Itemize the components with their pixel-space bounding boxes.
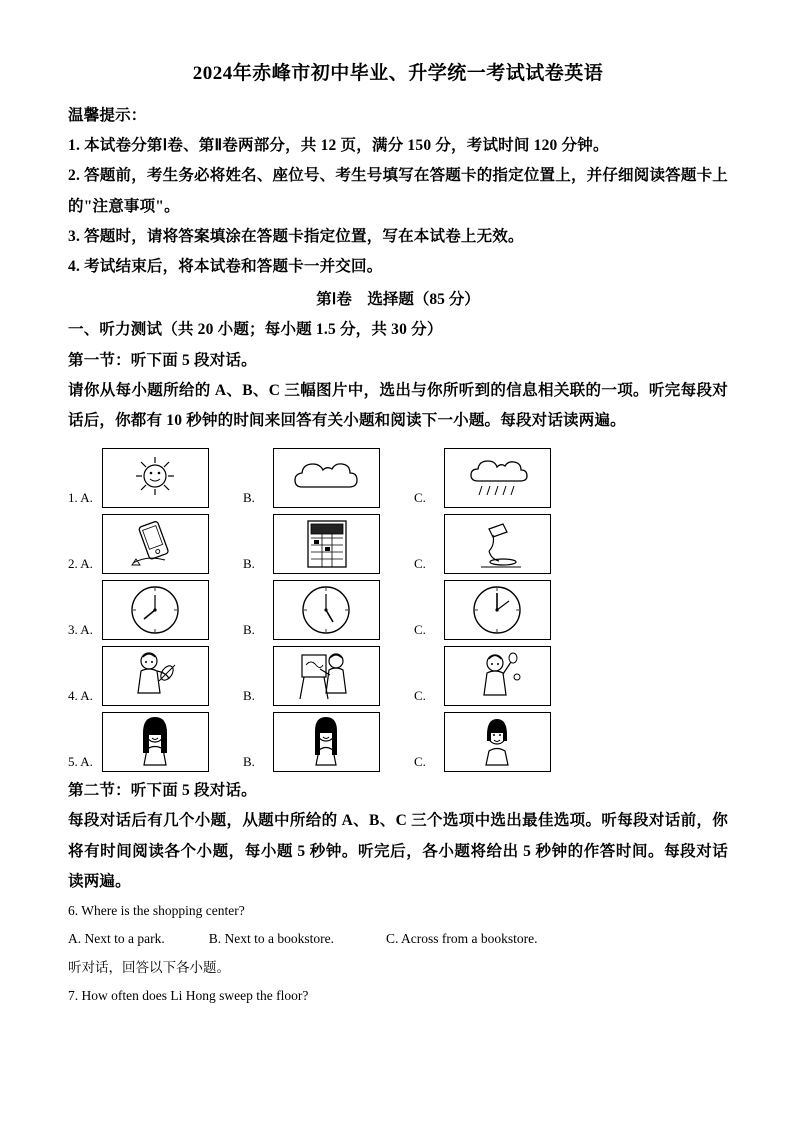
tip-item-4: 4. 考试结束后，将本试卷和答题卡一并交回。 <box>68 258 383 276</box>
tips-heading: 温馨提示： <box>68 107 147 124</box>
part-one-heading: 第Ⅰ卷 选择题（85 分） <box>316 291 480 309</box>
violin-player-icon <box>102 646 209 706</box>
question-5-label-a: 5. A. <box>68 754 93 770</box>
question-1-label-a: 1. A. <box>68 490 93 506</box>
question-4-label-b: B. <box>243 688 255 704</box>
question-6-option-a[interactable]: A. Next to a park. <box>68 931 165 947</box>
cloud-icon <box>273 448 380 508</box>
question-6-option-c[interactable]: C. Across from a bookstore. <box>385 931 538 947</box>
question-1-label-c: C. <box>414 490 426 506</box>
badminton-player-icon <box>444 646 551 706</box>
question-1-label-b: B. <box>243 490 255 506</box>
question-5-label-b: B. <box>243 754 255 770</box>
question-6-option-b[interactable]: B. Next to a bookstore. <box>208 931 334 947</box>
tip-item-2: 2. 答题前，考生务必将姓名、座位号、考生号填写在答题卡的指定位置上，并仔细阅读答题卡上的"注意事项"。 <box>68 167 728 215</box>
tip-item-1: 1. 本试卷分第Ⅰ卷、第Ⅱ卷两部分，共 12 页，满分 150 分，考试时间 120 分钟。 <box>68 137 609 155</box>
question-3-label-b: B. <box>243 622 255 638</box>
page-content <box>68 58 728 1010</box>
painter-easel-icon <box>273 646 380 706</box>
sub-section-one-heading: 第一节：听下面 5 段对话。 <box>68 351 257 369</box>
rain-cloud-icon <box>444 448 551 508</box>
vending-machine-icon <box>273 514 380 574</box>
clock-seven-icon <box>102 580 209 640</box>
picture-question-row-5 <box>68 710 728 772</box>
picture-question-row-1 <box>68 446 728 508</box>
picture-question-row-3 <box>68 578 728 640</box>
question-5-label-c: C. <box>414 754 426 770</box>
picture-question-row-4 <box>68 644 728 706</box>
question-4-label-a: 4. A. <box>68 688 93 704</box>
picture-question-row-2 <box>68 512 728 574</box>
desk-lamp-icon <box>444 514 551 574</box>
question-4-label-c: C. <box>414 688 426 704</box>
girl-long-hair-icon <box>102 712 209 772</box>
girl-short-hair-icon <box>444 712 551 772</box>
page-title: 2024年赤峰市初中毕业、升学统一考试试卷英语 <box>192 63 604 84</box>
listen-note: 听对话，回答以下各小题。 <box>68 959 230 975</box>
girl-straight-hair-icon <box>273 712 380 772</box>
clock-five-icon <box>273 580 380 640</box>
clock-two-icon <box>444 580 551 640</box>
question-2-label-a: 2. A. <box>68 556 93 572</box>
question-2-label-c: C. <box>414 556 426 572</box>
question-3-label-c: C. <box>414 622 426 638</box>
question-7-stem: 7. How often does Li Hong sweep the floor? <box>68 988 309 1004</box>
question-3-label-a: 3. A. <box>68 622 93 638</box>
sub-section-two-instructions: 每段对话后有几个小题，从题中所给的 A、B、C 三个选项中选出最佳选项。听每段对话前，你将有时间阅读各个小题，每小题 5 秒钟。听完后，各小题将给出 5 秒钟的作答时间。每段对话读两遍。 <box>68 812 728 890</box>
sub-section-two-heading: 第二节：听下面 5 段对话。 <box>68 782 257 800</box>
question-6-options <box>68 925 728 953</box>
tip-item-3: 3. 答题时，请将答案填涂在答题卡指定位置，写在本试卷上无效。 <box>68 227 524 245</box>
mobile-phone-icon <box>102 514 209 574</box>
question-2-label-b: B. <box>243 556 255 572</box>
sun-icon <box>102 448 209 508</box>
section-one-heading: 一、听力测试（共 20 小题；每小题 1.5 分，共 30 分） <box>68 321 443 339</box>
sub-section-one-instructions: 请你从每小题所给的 A、B、C 三幅图片中，选出与你所听到的信息相关联的一项。听完每段对话后，你都有 10 秒钟的时间来回答有关小题和阅读下一小题。每段对话读两遍。 <box>68 381 728 429</box>
question-6-stem: 6. Where is the shopping center? <box>68 903 245 919</box>
picture-questions-block <box>68 446 728 772</box>
